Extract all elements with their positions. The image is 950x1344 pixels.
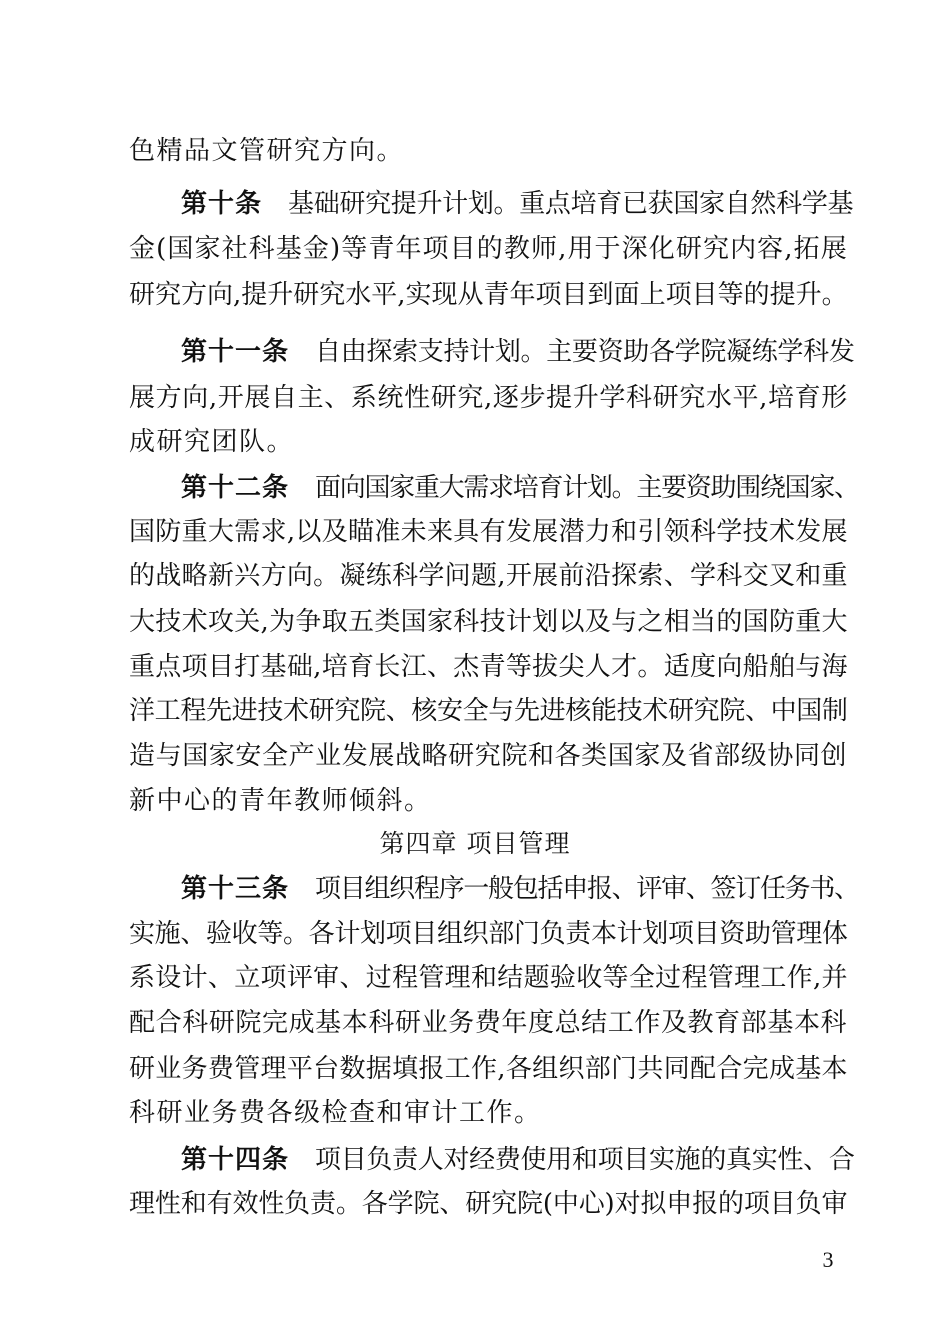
- text-line: 国防重大需求,以及瞄准未来具有发展潜力和引领科学技术发展: [129, 517, 848, 547]
- article-text: 自由探索支持计划。主要资助各学院凝练学科发: [315, 337, 855, 367]
- article-13: [181, 869, 859, 909]
- text-line: 展方向,开展自主、系统性研究,逐步提升学科研究水平,培育形: [129, 383, 848, 413]
- article-number: 第十一条: [181, 337, 290, 367]
- text-line: 造与国家安全产业发展战略研究院和各类国家及省部级协同创: [129, 741, 848, 771]
- text-line: 研业务费管理平台数据填报工作,各组织部门共同配合完成基本: [129, 1054, 848, 1084]
- text-line: 实施、验收等。各计划项目组织部门负责本计划项目资助管理体: [129, 919, 848, 949]
- text-line: 金(国家社科基金)等青年项目的教师,用于深化研究内容,拓展: [129, 234, 848, 264]
- text-line: 科研业务费各级检查和审计工作。: [129, 1098, 542, 1128]
- chapter-heading: 第四章 项目管理: [379, 829, 571, 858]
- text-line: 理性和有效性负责。各学院、研究院(中心)对拟申报的项目负审: [129, 1189, 848, 1219]
- page-number: 3: [822, 1247, 834, 1272]
- article-number: 第十条: [181, 189, 263, 219]
- article-text: 基础研究提升计划。重点培育已获国家自然科学基: [288, 189, 854, 219]
- article-text: 面向国家重大需求培育计划。主要资助围绕国家、: [315, 473, 859, 503]
- text-line: 配合科研院完成基本科研业务费年度总结工作及教育部基本科: [129, 1008, 848, 1038]
- text-line: 成研究团队。: [129, 427, 295, 457]
- text-line: 新中心的青年教师倾斜。: [129, 786, 432, 816]
- article-number: 第十三条: [181, 874, 290, 904]
- text-line: 洋工程先进技术研究院、核安全与先进核能技术研究院、中国制: [129, 696, 848, 726]
- text-line: 色精品文管研究方向。: [129, 136, 405, 166]
- article-text: 项目负责人对经费使用和项目实施的真实性、合: [315, 1145, 855, 1175]
- article-number: 第十二条: [181, 473, 290, 503]
- text-line: 研究方向,提升研究水平,实现从青年项目到面上项目等的提升。: [129, 280, 848, 310]
- text-line: 重点项目打基础,培育长江、杰青等拔尖人才。适度向船舶与海: [129, 652, 848, 682]
- article-10: [181, 184, 854, 224]
- text-line: 大技术攻关,为争取五类国家科技计划以及与之相当的国防重大: [129, 607, 848, 637]
- article-text: 项目组织程序一般包括申报、评审、签订任务书、: [315, 874, 859, 904]
- article-14: [181, 1140, 855, 1180]
- article-number: 第十四条: [181, 1145, 290, 1175]
- text-line: 系设计、立项评审、过程管理和结题验收等全过程管理工作,并: [129, 963, 848, 993]
- text-line: 的战略新兴方向。凝练科学问题,开展前沿探索、学科交叉和重: [129, 561, 848, 591]
- article-11: [181, 332, 855, 372]
- article-12: [181, 468, 859, 508]
